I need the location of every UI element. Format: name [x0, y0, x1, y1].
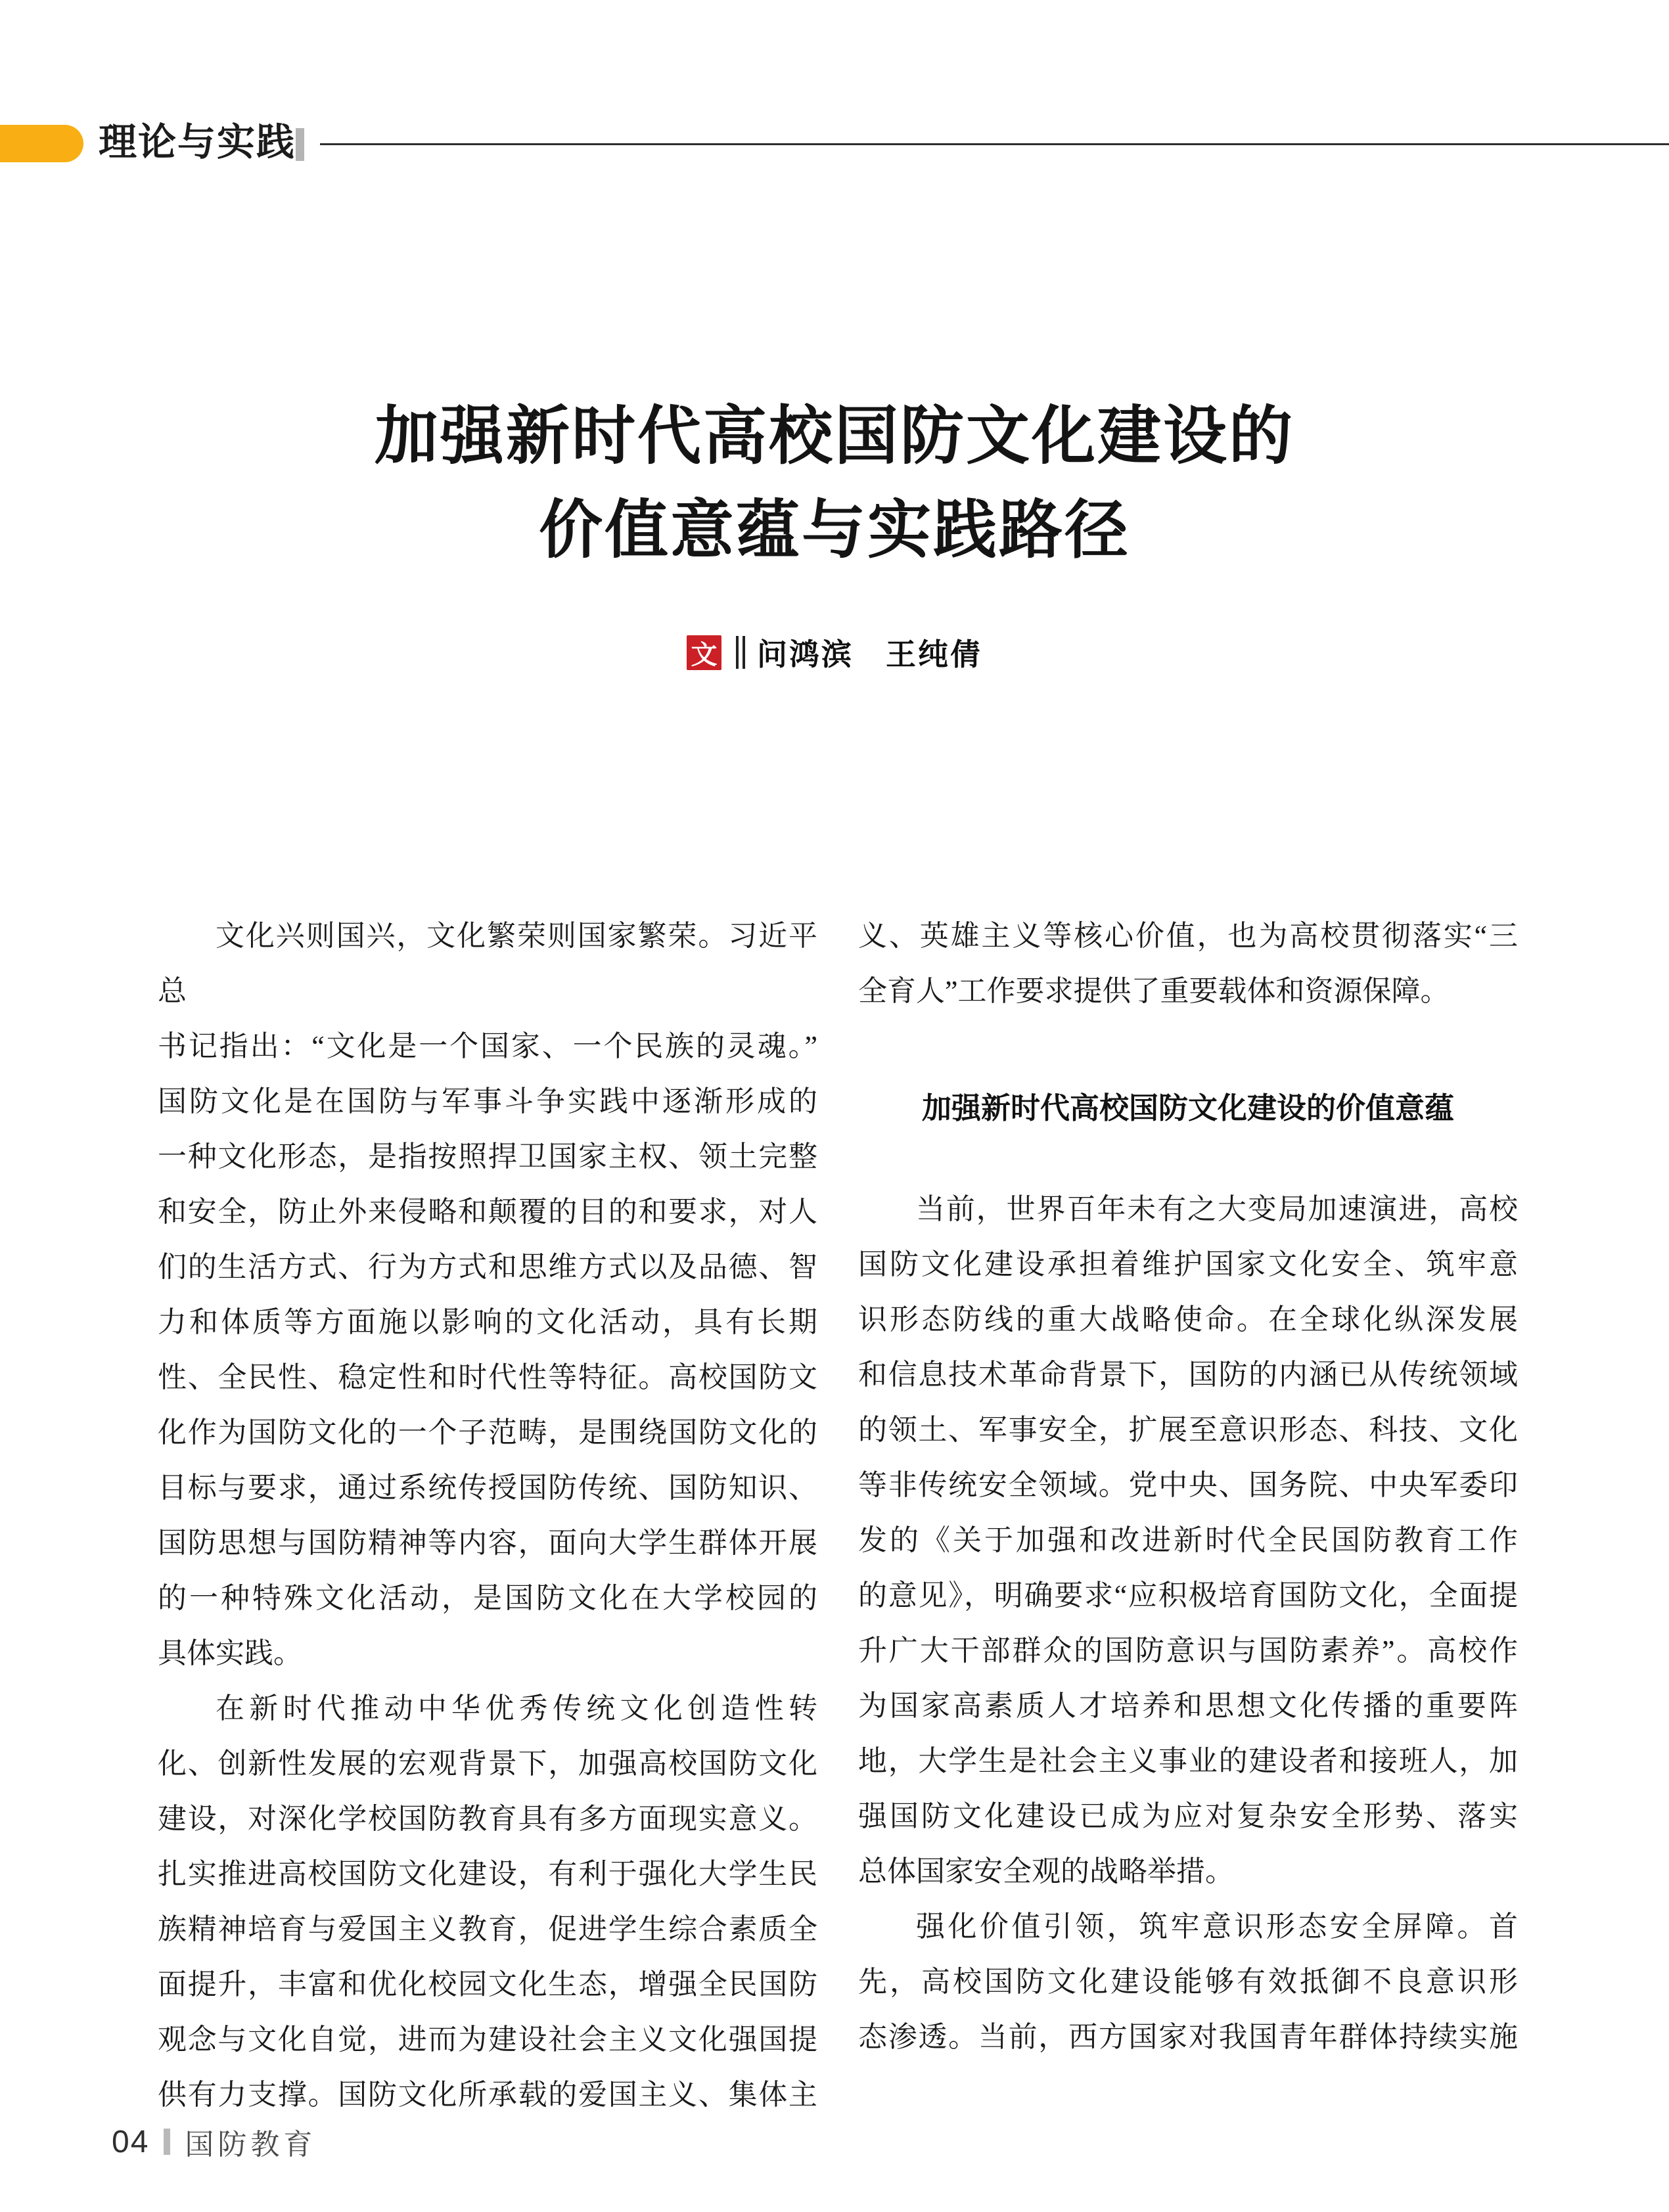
body-line: 识形态防线的重大战略使命。在全球化纵深发展 — [858, 1303, 1518, 1336]
article-body — [158, 909, 1518, 2123]
body-line: 为国家高素质人才培养和思想文化传播的重要阵 — [858, 1690, 1518, 1722]
double-bar-separator-icon — [736, 636, 745, 669]
body-line: 升广大干部群众的国防意识与国防素养”。高校作 — [858, 1635, 1518, 1667]
journal-name: 国防教育 — [185, 2129, 317, 2161]
body-line: 发的《关于加强和改进新时代全民国防教育工作 — [858, 1524, 1518, 1556]
body-line: 化作为国防文化的一个子范畴，是围绕国防文化的 — [158, 1416, 817, 1449]
body-line: 力和体质等方面施以影响的文化活动，具有长期 — [158, 1306, 817, 1338]
body-line: 族精神培育与爱国主义教育，促进学生综合素质全 — [158, 1913, 817, 1945]
page-footer — [112, 2121, 316, 2163]
byline — [0, 631, 1669, 674]
body-line: 在新时代推动中华优秀传统文化创造性转 — [216, 1692, 817, 1725]
body-line: 当前，世界百年未有之大变局加速演进，高校 — [916, 1193, 1518, 1225]
body-line: 建设，对深化学校国防教育具有多方面现实意义。 — [158, 1803, 817, 1835]
section-subheading: 加强新时代高校国防文化建设的价值意蕴 — [921, 1091, 1454, 1125]
header-divider-bar-icon — [296, 128, 304, 161]
body-line: 们的生活方式、行为方式和思维方式以及品德、智 — [158, 1251, 817, 1283]
body-line: 地，大学生是社会主义事业的建设者和接班人，加 — [858, 1745, 1518, 1777]
section-label: 理论与实践 — [99, 121, 296, 164]
footer-divider-bar-icon — [164, 2129, 170, 2155]
body-line: 和安全，防止外来侵略和颠覆的目的和要求，对人 — [158, 1196, 817, 1228]
body-line: 先，高校国防文化建设能够有效抵御不良意识形 — [858, 1966, 1518, 1998]
body-line: 强化价值引领，筑牢意识形态安全屏障。首 — [916, 1910, 1518, 1943]
header-rule-line — [320, 143, 1669, 145]
page-number: 04 — [112, 2124, 150, 2159]
section-tab-pill-icon — [0, 125, 83, 162]
body-line: 全育人”工作要求提供了重要载体和资源保障。 — [858, 975, 1450, 1007]
body-line: 等非传统安全领域。党中央、国务院、中央军委印 — [858, 1469, 1518, 1501]
body-line: 观念与文化自觉，进而为建设社会主义文化强国提 — [158, 2023, 817, 2056]
body-line: 的领土、军事安全，扩展至意识形态、科技、文化 — [858, 1414, 1518, 1446]
body-line: 总体国家安全观的战略举措。 — [858, 1855, 1234, 1887]
body-line: 扎实推进高校国防文化建设，有利于强化大学生民 — [158, 1858, 817, 1890]
left-column — [158, 909, 817, 2123]
body-line: 一种文化形态，是指按照捍卫国家主权、领土完整 — [158, 1140, 817, 1173]
right-column — [858, 909, 1518, 2123]
body-line: 具体实践。 — [158, 1637, 302, 1669]
body-line: 性、全民性、稳定性和时代性等特征。高校国防文 — [158, 1361, 817, 1393]
article-title-line2: 价值意蕴与实践路径 — [539, 494, 1130, 566]
body-line: 目标与要求，通过系统传授国防传统、国防知识、 — [158, 1472, 817, 1504]
body-line: 的一种特殊文化活动，是国防文化在大学校园的 — [158, 1582, 817, 1614]
article-title — [0, 389, 1669, 577]
body-line: 强国防文化建设已成为应对复杂安全形势、落实 — [858, 1800, 1518, 1832]
body-line: 国防文化建设承担着维护国家文化安全、筑牢意 — [858, 1248, 1518, 1280]
body-line: 文化兴则国兴，文化繁荣则国家繁荣。习近平总 — [158, 920, 817, 1007]
body-line: 化、创新性发展的宏观背景下，加强高校国防文化 — [158, 1748, 817, 1780]
body-line: 国防文化是在国防与军事斗争实践中逐渐形成的 — [158, 1085, 817, 1117]
body-line: 书记指出：“文化是一个国家、一个民族的灵魂。” — [158, 1030, 817, 1062]
body-line: 和信息技术革命背景下，国防的内涵已从传统领域 — [858, 1359, 1518, 1391]
body-line: 国防思想与国防精神等内容，面向大学生群体开展 — [158, 1527, 817, 1559]
author-names: 问鸿滨 王纯倩 — [757, 637, 982, 671]
body-line: 面提升，丰富和优化校园文化生态，增强全民国防 — [158, 1968, 817, 2000]
body-line: 的意见》，明确要求“应积极培育国防文化，全面提 — [858, 1579, 1518, 1612]
body-line: 态渗透。当前，西方国家对我国青年群体持续实施 — [858, 2021, 1518, 2053]
article-title-line1: 加强新时代高校国防文化建设的 — [375, 400, 1294, 472]
author-badge: 文 — [687, 635, 721, 670]
body-line: 义、英雄主义等核心价值，也为高校贯彻落实“三 — [858, 920, 1518, 952]
body-line: 供有力支撑。国防文化所承载的爱国主义、集体主 — [158, 2079, 817, 2111]
